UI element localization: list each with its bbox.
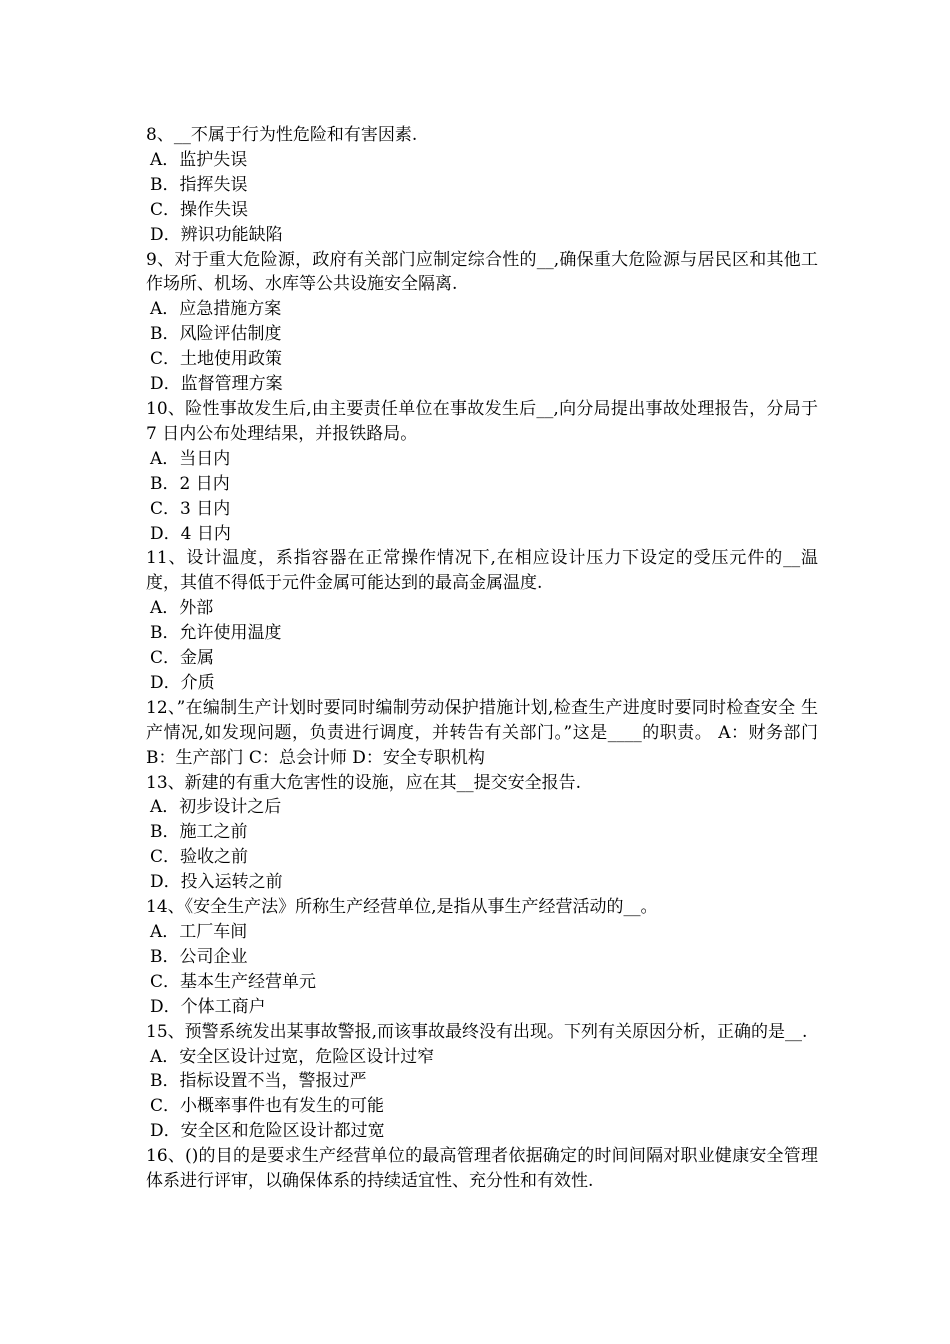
answer-option: A．当日内 <box>150 448 231 469</box>
question-block <box>146 248 818 397</box>
question-text: 15、预警系统发出某事故警报,而该事故最终没有出现。下列有关原因分析，正确的是__. <box>146 1021 808 1042</box>
answer-option: D．个体工商户 <box>150 996 266 1017</box>
answer-option: C．基本生产经营单元 <box>150 971 317 992</box>
question-block <box>146 696 818 771</box>
question-text: 8、__不属于行为性危险和有害因素. <box>146 125 418 145</box>
question-text: 14、《安全生产法》所称生产经营单位,是指从事生产经营活动的__。 <box>146 897 658 918</box>
question-list <box>146 123 818 1194</box>
question-text: 13、新建的有重大危害性的设施，应在其__提交安全报告. <box>146 772 582 793</box>
question-text: 16、()的目的是要求生产经营单位的最高管理者依据确定的时间间隔对职业健康安全管理体系进行评审，以确保体系的持续适宜性、充分性和有效性. <box>146 1146 818 1192</box>
answer-option: A．安全区设计过宽，危险区设计过窄 <box>150 1046 435 1067</box>
answer-option: D．安全区和危险区设计都过宽 <box>150 1121 385 1142</box>
answer-option: C．土地使用政策 <box>150 349 283 370</box>
question-block <box>146 123 818 248</box>
answer-option: A．初步设计之后 <box>150 797 282 818</box>
answer-option: B．公司企业 <box>150 946 248 967</box>
question-block <box>146 895 818 1020</box>
answer-option: D．辨识功能缺陷 <box>150 224 283 245</box>
answer-option: C．小概率事件也有发生的可能 <box>150 1096 385 1117</box>
question-block <box>146 546 818 695</box>
question-block <box>146 771 818 896</box>
answer-option: C．操作失误 <box>150 199 249 220</box>
answer-option: B．指挥失误 <box>150 174 248 195</box>
answer-option: A．监护失误 <box>150 149 248 170</box>
answer-option: B．指标设置不当，警报过严 <box>150 1071 367 1092</box>
answer-option: B．施工之前 <box>150 822 248 843</box>
answer-option: B．允许使用温度 <box>150 623 282 644</box>
question-block <box>146 1144 818 1194</box>
question-block <box>146 397 818 546</box>
question-text: 10、险性事故发生后,由主要责任单位在事故发生后__,向分局提出事故处理报告，分局于 7 日内公布处理结果，并报铁路局。 <box>146 398 818 444</box>
answer-option: D．投入运转之前 <box>150 872 283 893</box>
question-text: 9、对于重大危险源，政府有关部门应制定综合性的__,确保重大危险源与居民区和其他工作场所、机场、水库等公共设施安全隔离. <box>146 249 818 295</box>
answer-option: C．3 日内 <box>150 498 231 519</box>
answer-option: D．4 日内 <box>150 523 231 544</box>
question-block <box>146 1020 818 1145</box>
answer-option: B．风险评估制度 <box>150 324 282 345</box>
answer-option: B．2 日内 <box>150 473 230 494</box>
answer-option: D．介质 <box>150 672 215 693</box>
answer-option: A．外部 <box>150 598 214 619</box>
answer-option: C．金属 <box>150 648 215 669</box>
answer-option: A．应急措施方案 <box>150 299 282 320</box>
answer-option: C．验收之前 <box>150 847 249 868</box>
answer-option: D．监督管理方案 <box>150 374 283 395</box>
answer-option: A．工厂车间 <box>150 922 248 942</box>
question-text: 11、设计温度，系指容器在正常操作情况下,在相应设计压力下设定的受压元件的__温度，其值不得低于元件金属可能达到的最高金属温度. <box>146 548 818 594</box>
question-text: 12、”在编制生产计划时要同时编制劳动保护措施计划,检查生产进度时要同时检查安全 生产情况,如发现问题，负责进行调度，并转告有关部门。”这是____的职责。 A：财务部门 B：生产部门 C：总会计师 D：安全专职机构 <box>146 697 818 768</box>
